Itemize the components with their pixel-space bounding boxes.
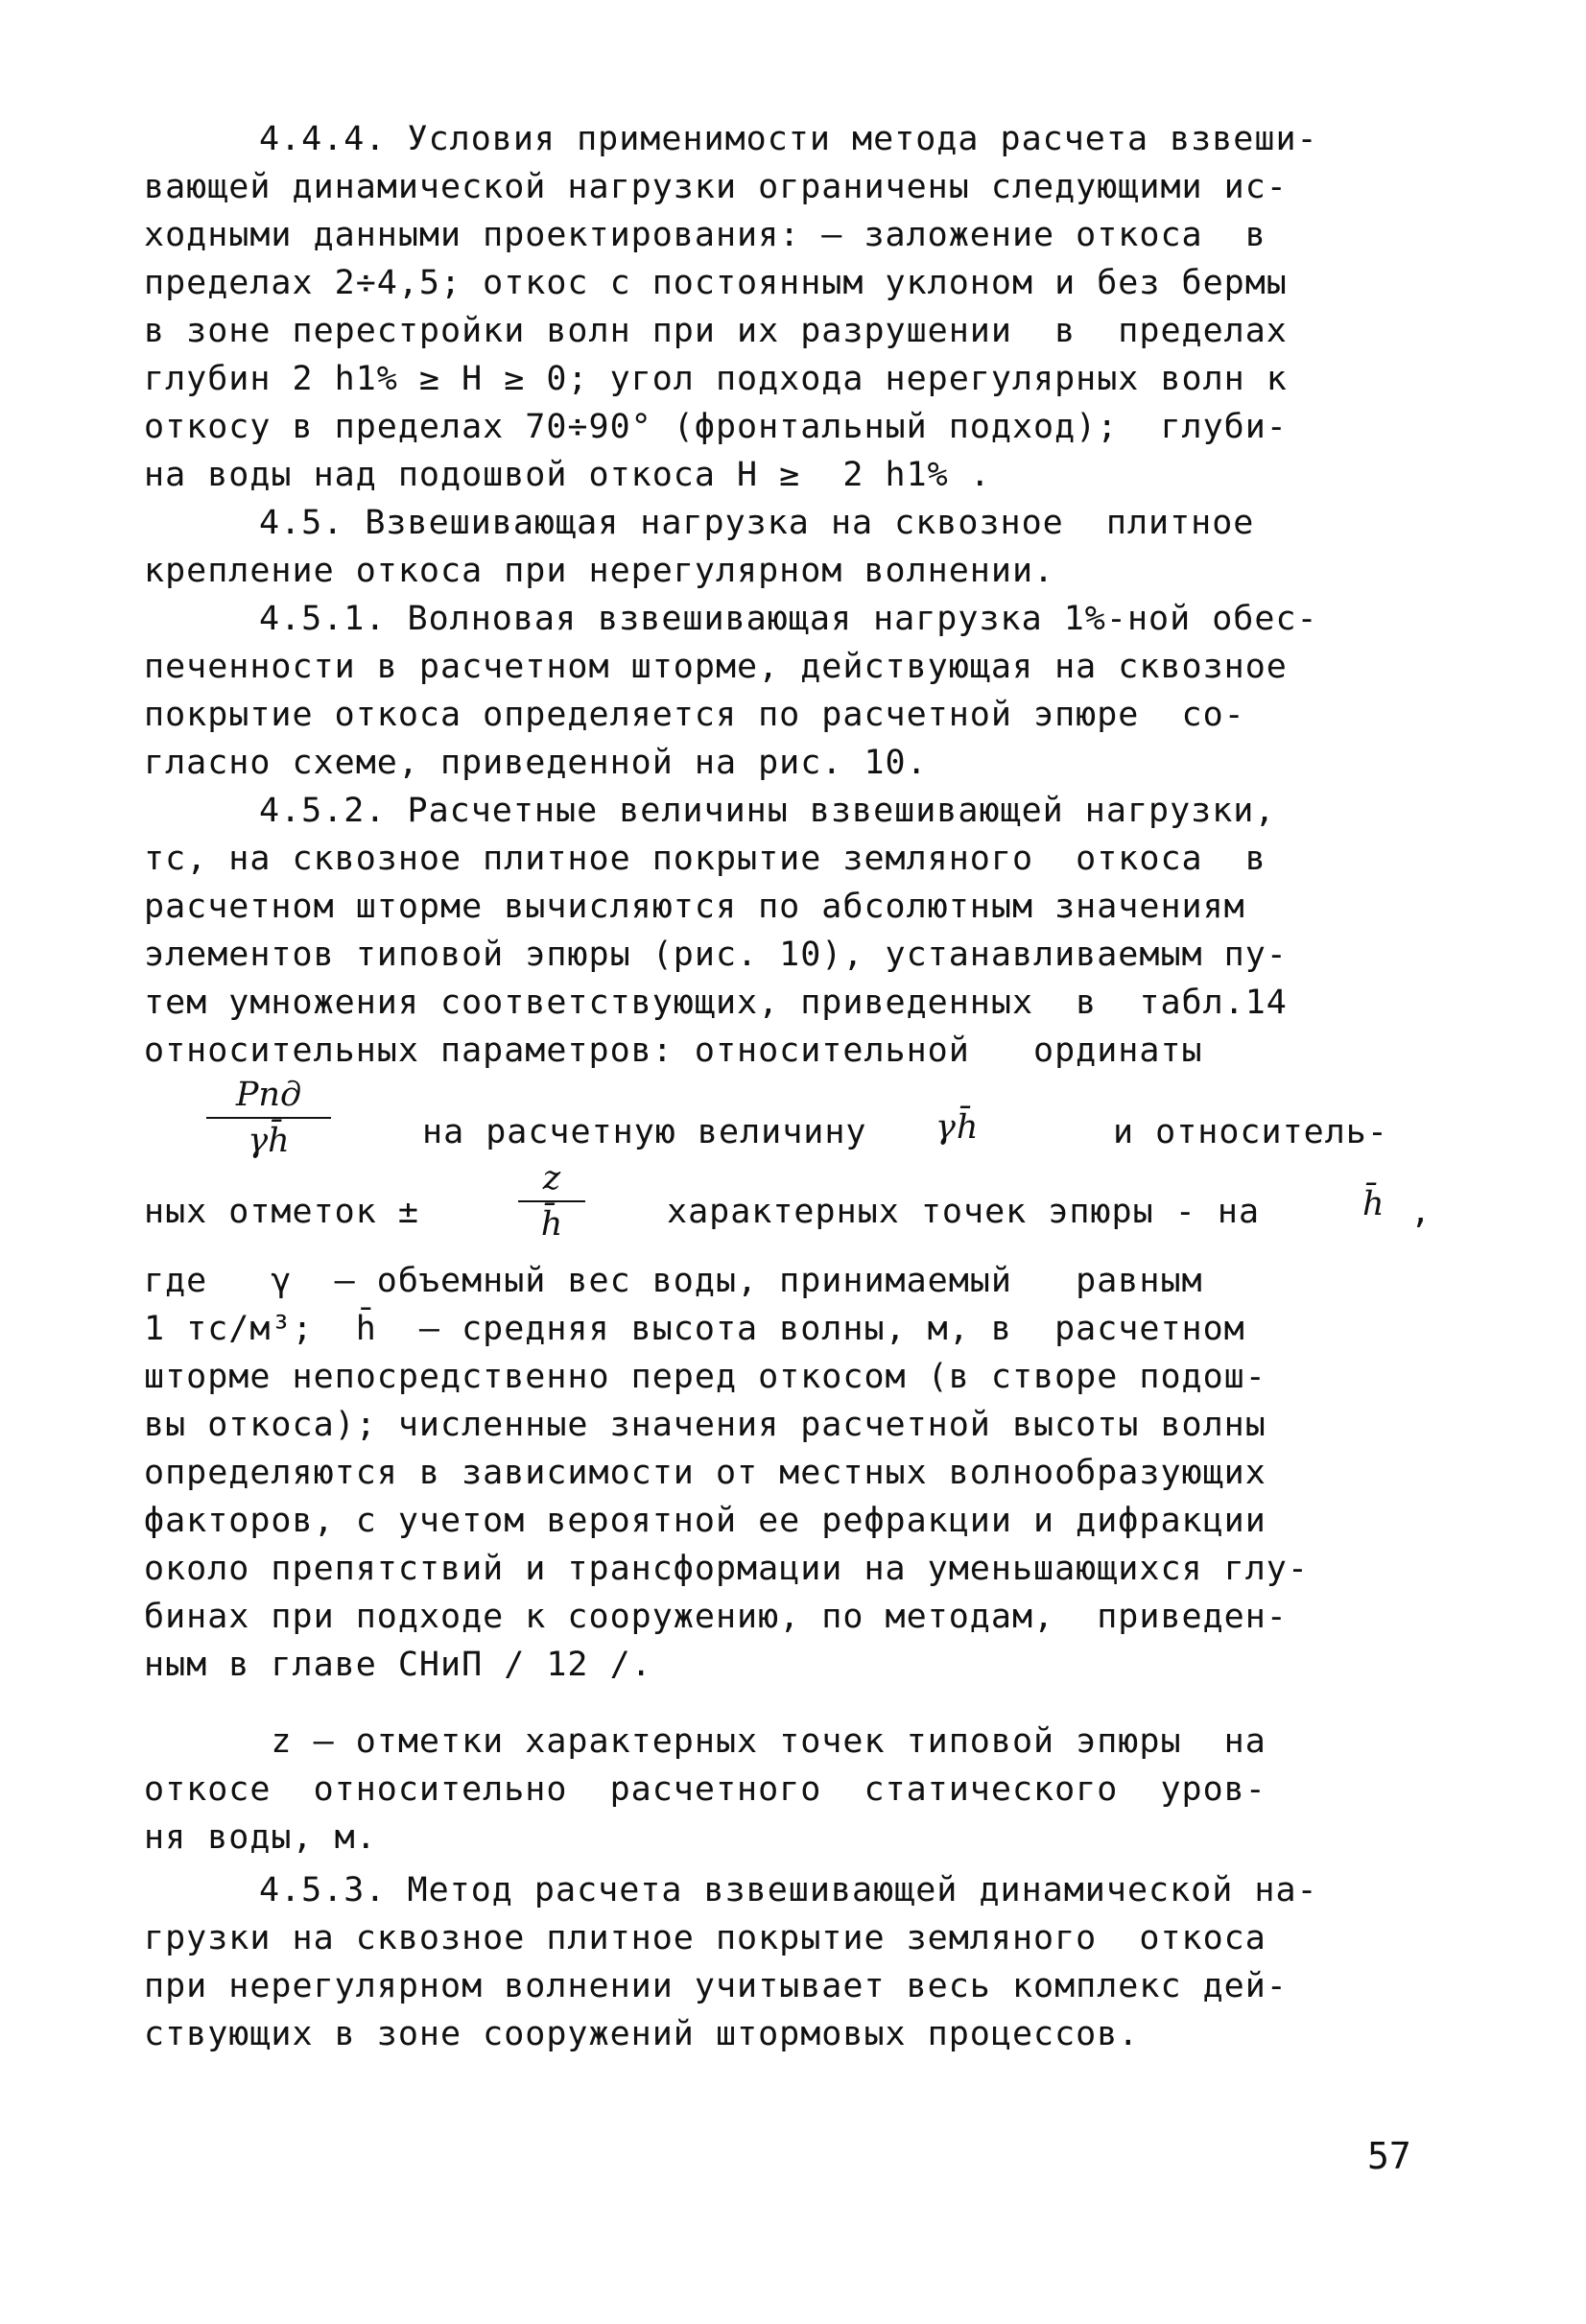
text-line: в зоне перестройки волн при их разрушении в пределах (144, 312, 1288, 350)
text-line: гласно схеме, приведенной на рис. 10. (144, 744, 928, 782)
text-line: относительных параметров: относительной ординаты (144, 1032, 1203, 1070)
text-line: факторов, с учетом вероятной ее рефракции и дифракции (144, 1502, 1266, 1540)
text-line: элементов типовой эпюры (рис. 10), устанавливаемым пу- (144, 936, 1288, 974)
paragraph-4-5-1 (144, 595, 1434, 787)
text-line: определяются в зависимости от местных волнообразующих (144, 1454, 1266, 1492)
formula-text: на расчетную величину (422, 1113, 867, 1151)
text-line: z – отметки характерных точек типовой эпюры на (144, 1722, 1266, 1761)
text-line: ня воды, м. (144, 1818, 377, 1857)
text-line: печенности в расчетном шторме, действующая на сквозное (144, 648, 1288, 686)
paragraph-z (144, 1718, 1434, 1862)
text-line: 4.5.2. Расчетные величины взвешивающей нагрузки, (259, 792, 1276, 830)
formula-text: характерных точек эпюры - на (667, 1193, 1261, 1231)
paragraph-where (144, 1257, 1434, 1689)
text-line: при нерегулярном волнении учитывает весь комплекс дей- (144, 1967, 1288, 2005)
text-line: 1 тс/м³; h̄ – средняя высота волны, м, в расчетном (144, 1310, 1245, 1348)
text-line: откосу в пределах 70÷90° (фронтальный подход); глуби- (144, 408, 1288, 446)
paragraph-4-4-4 (144, 115, 1434, 499)
paragraph-4-5 (144, 499, 1434, 595)
fraction-denominator: γh̄ (248, 1122, 290, 1160)
text-line: бинах при подходе к сооружению, по методам, приведен- (144, 1598, 1288, 1636)
text-line: тем умножения соответствующих, приведенных в табл.14 (144, 984, 1288, 1022)
text-line: ходными данными проектирования: – заложение откоса в (144, 216, 1266, 254)
fraction-numerator: z (542, 1159, 561, 1198)
fraction-z-over-h (518, 1156, 585, 1246)
text-line: 4.5.1. Волновая взвешивающая нагрузка 1%-ной обес- (259, 600, 1318, 638)
text-line: тс, на сквозное плитное покрытие земляного откоса в (144, 840, 1266, 878)
text-line: шторме непосредственно перед откосом (в створе подош- (144, 1358, 1266, 1396)
formula-text: ных отметок ± (144, 1193, 419, 1231)
text-line: на воды над подошвой откоса H ≥ 2 h1% . (144, 456, 991, 494)
formula-h-bar: h̄ (1362, 1185, 1385, 1223)
fraction-denominator: h̄ (540, 1205, 563, 1244)
fraction-p-over-gamma-h (206, 1073, 331, 1163)
formula-text: и относитель- (1113, 1113, 1388, 1151)
text-line: ствующих в зоне сооружений штормовых процессов. (144, 2015, 1140, 2053)
text-line: расчетном шторме вычисляются по абсолютным значениям (144, 888, 1245, 926)
text-line: откосе относительно расчетного статического уров- (144, 1770, 1266, 1809)
text-line: 4.5.3. Метод расчета взвешивающей динамической на- (259, 1871, 1318, 1909)
text-line: ным в главе СНиП / 12 /. (144, 1646, 652, 1684)
text-line: крепление откоса при нерегулярном волнении. (144, 552, 1055, 590)
text-line: вы откоса); численные значения расчетной высоты волны (144, 1406, 1266, 1444)
text-line: покрытие откоса определяется по расчетной эпюре со- (144, 696, 1245, 734)
text-line: вающей динамической нагрузки ограничены следующими ис- (144, 168, 1288, 206)
paragraph-4-5-3 (144, 1866, 1434, 2058)
text-line: где γ – объемный вес воды, принимаемый равным (144, 1262, 1203, 1300)
formula-gamma-h: γh̄ (935, 1108, 980, 1147)
text-line: 4.5. Взвешивающая нагрузка на сквозное плитное (259, 504, 1255, 542)
page-number: 57 (1367, 2135, 1411, 2177)
text-line: грузки на сквозное плитное покрытие земляного откоса (144, 1919, 1266, 1957)
text-line: около препятствий и трансформации на уменьшающихся глу- (144, 1550, 1309, 1588)
paragraph-4-5-2 (144, 787, 1434, 1075)
text-line: пределах 2÷4,5; откос с постоянным уклоном и без бермы (144, 264, 1288, 302)
text-line: глубин 2 h1% ≥ H ≥ 0; угол подхода нерегулярных волн к (144, 360, 1288, 398)
fraction-numerator: Pпд (235, 1076, 302, 1114)
formula-text: , (1410, 1193, 1432, 1231)
text-line: 4.4.4. Условия применимости метода расчета взвеши- (259, 120, 1318, 158)
